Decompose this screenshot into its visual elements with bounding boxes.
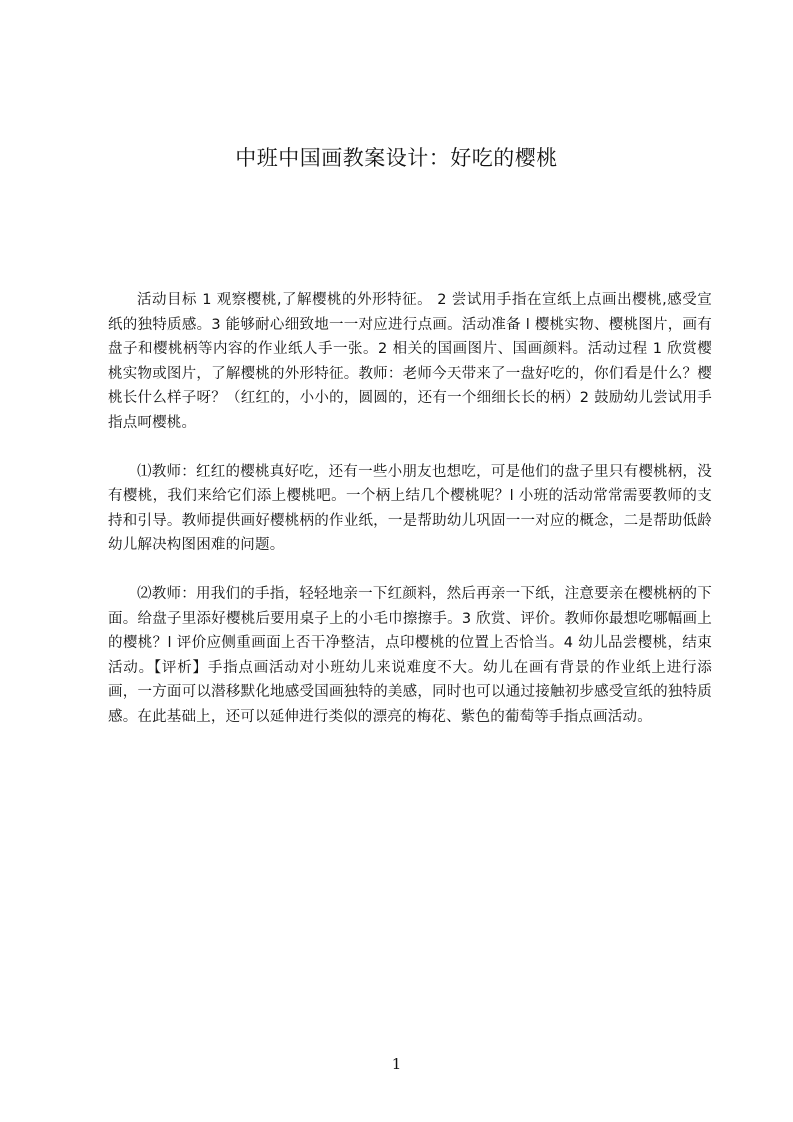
page-number: 1: [391, 1055, 402, 1073]
document-title: 中班中国画教案设计：好吃的樱桃: [235, 146, 558, 170]
paragraph-activity-overview: 活动目标 1 观察樱桃,了解樱桃的外形特征。 2 尝试用手指在宣纸上点画出樱桃,感受宣纸的独特质感。3 能够耐心细致地一一对应进行点画。活动准备 l 樱桃实物、樱桃图片，画有盘子和樱桃柄等内容的作业纸人手一张。2 相关的国画图片、国画颜料。活动过程 1 欣赏樱桃实物或图片，了解樱桃的外形特征。教师：老师今天带来了一盘好吃的，你们看是什么？樱桃长什么样子呀？（红红的，小小的，圆圆的，还有一个细细长长的柄）2 鼓励幼儿尝试用手指点呵樱桃。: [108, 292, 712, 431]
document-body: [108, 288, 712, 754]
paragraph-step-two: ⑵教师：用我们的手指，轻轻地亲一下红颜料，然后再亲一下纸，注意要亲在樱桃柄的下面。给盘子里添好樱桃后要用桌子上的小毛巾擦擦手。3 欣赏、评价。教师你最想吃哪幅画上的樱桃？l 评价应侧重画面上否干净整洁，点印樱桃的位置上否恰当。4 幼儿品尝樱桃，结束活动。【评析】手指点画活动对小班幼儿来说难度不大。幼儿在画有背景的作业纸上进行添画，一方面可以潜移默化地感受国画独特的美感，同时也可以通过接触初步感受宣纸的独特质感。在此基础上，还可以延伸进行类似的漂亮的梅花、紫色的葡萄等手指点画活动。: [108, 585, 712, 725]
paragraph-step-one: ⑴教师：红红的樱桃真好吃，还有一些小朋友也想吃，可是他们的盘子里只有樱桃柄，没有樱桃，我们来给它们添上樱桃吧。一个柄上结几个樱桃呢？l 小班的活动常常需要教师的支持和引导。教师提供画好樱桃柄的作业纸，一是帮助幼儿巩固一一对应的概念，二是帮助低龄幼儿解决构图困难的问题。: [108, 463, 712, 554]
